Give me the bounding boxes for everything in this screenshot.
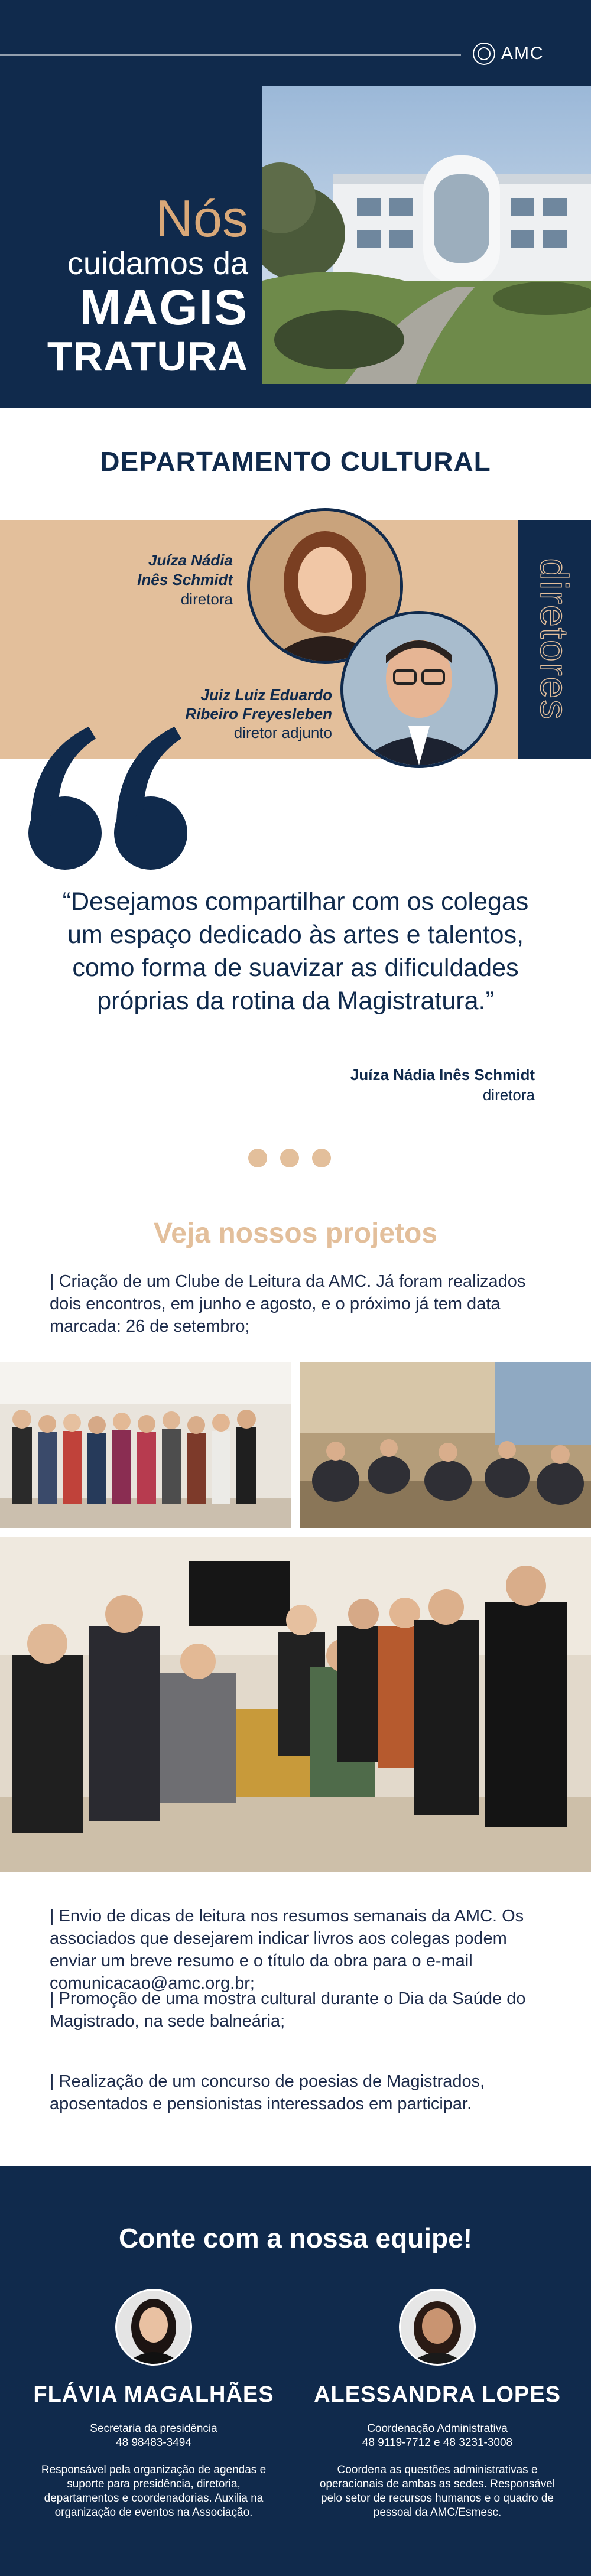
directors-vertical-text: diretores [532,558,576,721]
hero-line-1: Nós [155,189,248,248]
hero-divider-line [0,54,461,56]
avatar [399,2289,476,2366]
team-section [0,2166,591,2576]
team-member-description: Coordena as questões administrativas e operacionais de ambas as sedes. Responsável pelo setor de recursos humanos e o quadro de pessoal da AMC/Esmesc. [319,2464,556,2519]
department-title: DEPARTAMENTO CULTURAL [100,446,491,477]
team-member-name: FLÁVIA MAGALHÃES [33,2382,274,2407]
director-2-name-line-2: Ribeiro Freyesleben [185,705,332,723]
amc-logo[interactable] [473,43,544,65]
separator-dot [312,1149,331,1167]
reading-club-meeting-photo [300,1362,591,1528]
avatar [115,2289,192,2366]
team-member-name: ALESSANDRA LOPES [314,2382,561,2407]
quote-mark-icon [24,721,195,874]
team-member-card [12,2289,296,2520]
separator-dot [248,1149,267,1167]
quote-author [350,1065,535,1105]
quote-author-name: Juíza Nádia Inês Schmidt [350,1066,535,1084]
projects-title: Veja nossos projetos [153,1218,438,1249]
director-2-name-line-1: Juiz Luiz Eduardo [200,686,332,704]
team-member-role: Coordenação Administrativa [367,2422,508,2435]
project-item-cultural-show: | Promoção de uma mostra cultural durante o Dia da Saúde do Magistrado, na sede balneária; [50,1989,526,2031]
directors-side-label [518,520,591,759]
project-item-poetry-contest: | Realização de um concurso de poesias de Magistrados, aposentados e pensionistas interessados em participar. [50,2072,485,2113]
team-member-card [296,2289,579,2520]
logo-text: AMC [501,44,544,63]
hero-banner [0,0,591,408]
quote-author-role: diretora [482,1086,535,1104]
team-member-phone[interactable]: 48 9119-7712 e 48 3231-3008 [362,2437,513,2449]
amc-seal-icon [473,43,495,65]
director-1-name-line-2: Inês Schmidt [137,571,233,588]
director-1-role: diretora [180,590,233,608]
hero-headline [47,189,248,380]
hero-line-3: MAGIS [79,279,248,335]
director-1-name-line-1: Juíza Nádia [148,551,233,569]
director-2-caption [185,685,332,742]
team-title: Conte com a nossa equipe! [118,2223,473,2253]
director-2-photo [340,611,498,768]
team-member-phone[interactable]: 48 98483-3494 [116,2437,191,2449]
team-member-description: Responsável pela organização de agendas e suporte para presidência, diretoria, departamentos e coordenadorias. Auxilia na organização de eventos na Associação. [41,2464,267,2519]
hero-line-2: cuidamos da [67,246,248,281]
headquarters-photo [262,86,591,384]
section-separator-dots [248,1149,331,1167]
hero-line-4: TRATURA [47,333,248,379]
team-member-role: Secretaria da presidência [90,2422,217,2435]
reading-club-books-photo [0,1537,591,1872]
project-item-reading-club: | Criação de um Clube de Leitura da AMC. Já foram realizados dois encontros, em junho e agosto, e o próximo já tem data marcada: 26 de setembro; [50,1272,526,1336]
quote-text: “Desejamos compartilhar com os colegas um espaço dedicado às artes e talentos, como forma de suavizar as dificuldades próprias da rotina da Magistratura.” [62,887,529,1015]
director-2-role: diretor adjunto [233,724,332,741]
director-1-caption [137,551,233,609]
separator-dot [280,1149,299,1167]
reading-club-group-photo [0,1362,291,1528]
project-item-reading-tips: | Envio de dicas de leitura nos resumos semanais da AMC. Os associados que desejarem indicar livros aos colegas podem enviar um breve resumo e o título da obra para o e-mail comunicacao@amc.org.br; [50,1907,524,1993]
